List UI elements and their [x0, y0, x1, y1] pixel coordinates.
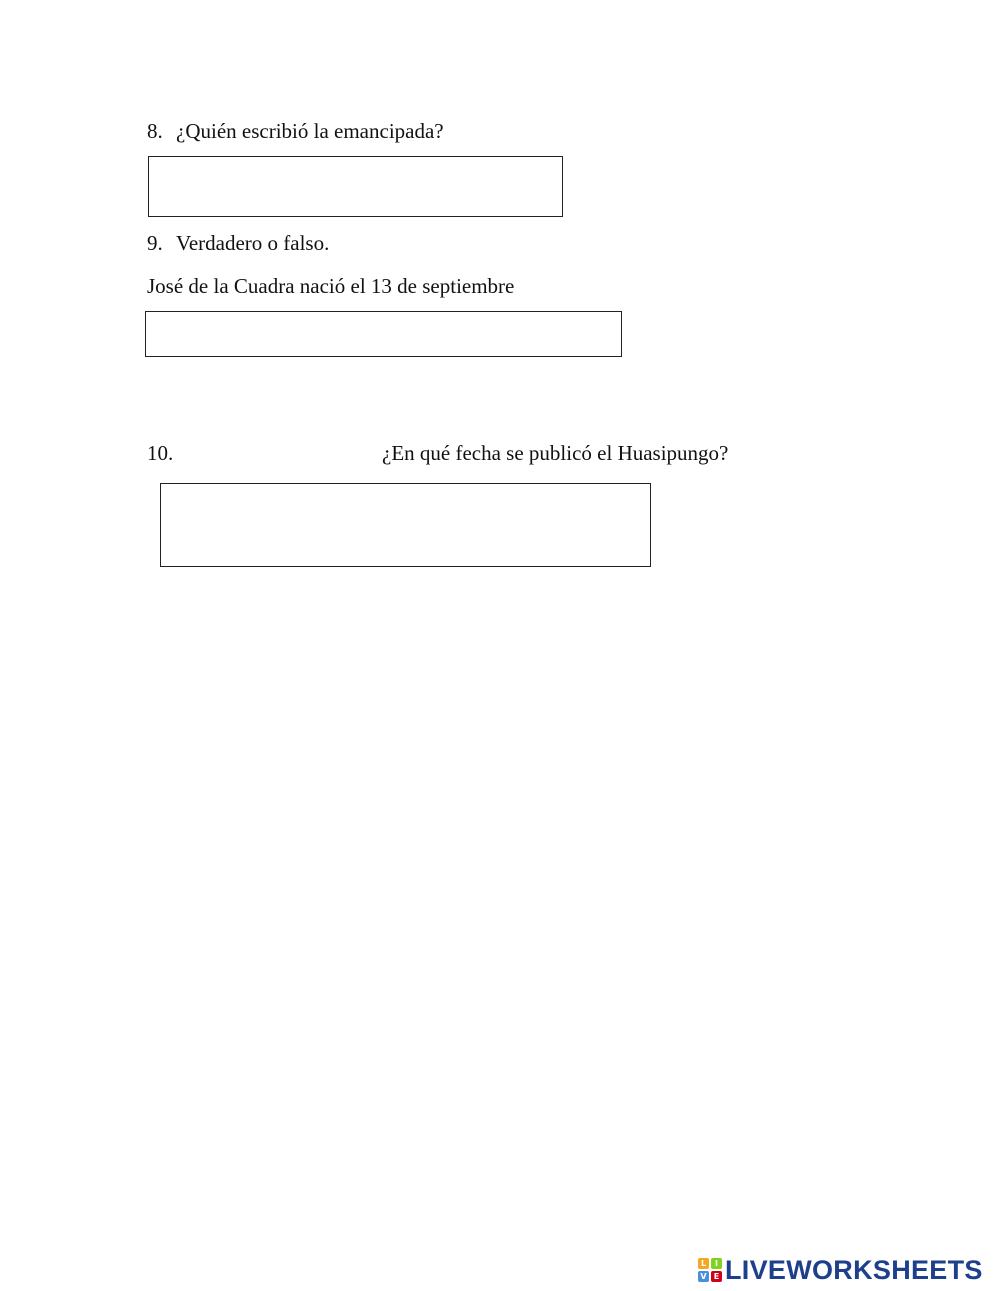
- logo-wordmark: LIVEWORKSHEETS: [725, 1255, 983, 1285]
- question-8-text: ¿Quién escribió la emancipada?: [176, 119, 444, 143]
- logo-mark-cell: E: [711, 1271, 722, 1282]
- logo-mark-cell: L: [698, 1258, 709, 1269]
- logo-mark-cell: I: [711, 1258, 722, 1269]
- liveworksheets-logo: [698, 1257, 983, 1283]
- question-9-number: 9.: [147, 231, 163, 255]
- question-10-text: ¿En qué fecha se publicó el Huasipungo?: [382, 441, 729, 465]
- question-8-number: 8.: [147, 119, 163, 143]
- question-9-statement: José de la Cuadra nació el 13 de septiembre: [147, 274, 515, 298]
- question-10-number: 10.: [147, 441, 174, 465]
- logo-mark-icon: [698, 1258, 722, 1282]
- logo-mark-cell: V: [698, 1271, 709, 1282]
- answer-box-8[interactable]: [148, 156, 563, 217]
- question-9-text: Verdadero o falso.: [176, 231, 330, 255]
- answer-box-9[interactable]: [145, 311, 622, 357]
- answer-box-10[interactable]: [160, 483, 651, 567]
